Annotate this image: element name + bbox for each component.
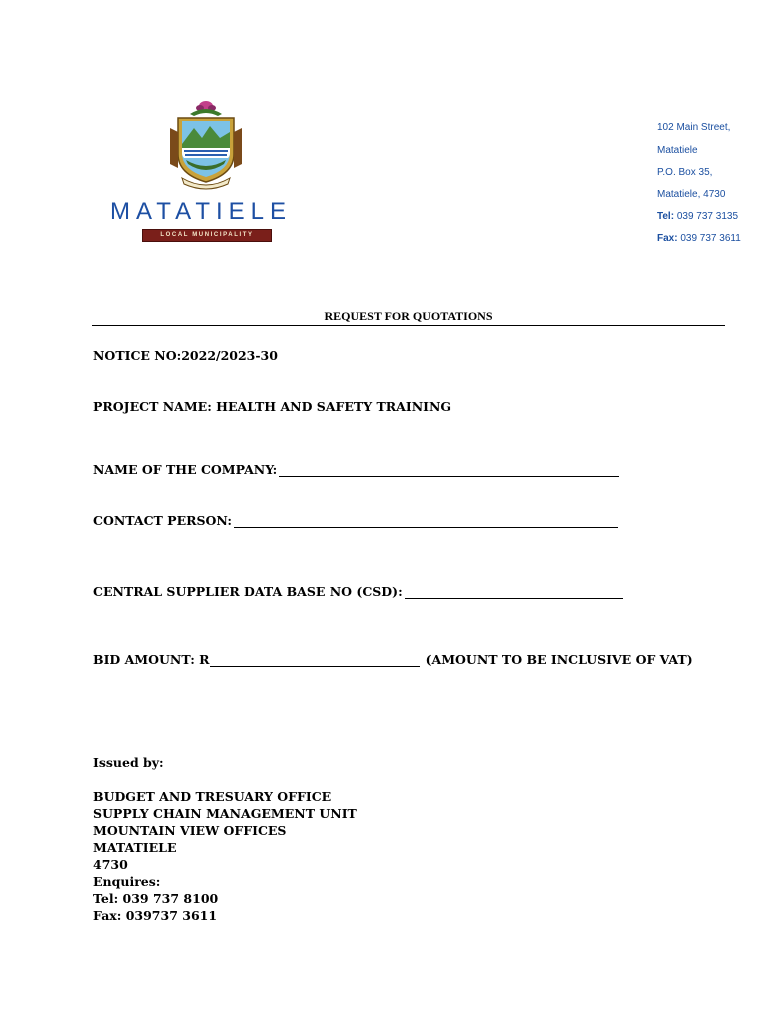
issued-line: Enquires:	[93, 874, 161, 889]
address-tel	[657, 211, 738, 222]
fax-number: 039 737 3611	[680, 233, 741, 244]
company-name-blank	[279, 464, 619, 477]
municipality-crest-logo	[168, 98, 244, 190]
address-po-box: P.O. Box 35,	[657, 167, 713, 178]
company-name-field	[93, 462, 619, 477]
contact-person-label: CONTACT PERSON:	[93, 513, 233, 528]
issued-line: Tel: 039 737 8100	[93, 891, 219, 906]
title-rule	[92, 309, 725, 326]
issued-line: SUPPLY CHAIN MANAGEMENT UNIT	[93, 806, 357, 821]
logo-banner: LOCAL MUNICIPALITY	[142, 229, 272, 242]
document-title: REQUEST FOR QUOTATIONS	[324, 309, 493, 323]
csd-number-blank	[405, 586, 623, 599]
address-fax	[657, 233, 741, 244]
bid-amount-field	[93, 652, 693, 667]
flower-emblem	[190, 101, 222, 116]
contact-person-blank	[234, 515, 618, 528]
csd-number-field	[93, 584, 623, 599]
fax-label: Fax:	[657, 233, 678, 244]
company-name-label: NAME OF THE COMPANY:	[93, 462, 278, 477]
logo-wordmark: MATATIELE	[110, 198, 293, 225]
issued-by-label: Issued by:	[93, 755, 164, 770]
tel-number: 039 737 3135	[676, 211, 738, 222]
issued-line: 4730	[93, 857, 128, 872]
issued-line: BUDGET AND TRESUARY OFFICE	[93, 789, 332, 804]
issued-line: MOUNTAIN VIEW OFFICES	[93, 823, 287, 838]
bid-amount-note: (AMOUNT TO BE INCLUSIVE OF VAT)	[425, 652, 693, 667]
project-name: PROJECT NAME: HEALTH AND SAFETY TRAINING	[93, 399, 452, 414]
notice-number: NOTICE NO:2022/2023-30	[93, 348, 278, 363]
address-town: Matatiele	[657, 145, 698, 156]
tel-label: Tel:	[657, 211, 675, 222]
bid-amount-label: BID AMOUNT: R	[93, 652, 210, 667]
bid-amount-blank	[210, 654, 420, 667]
address-street: 102 Main Street,	[657, 122, 731, 133]
contact-person-field	[93, 513, 618, 528]
address-postal: Matatiele, 4730	[657, 189, 726, 200]
csd-number-label: CENTRAL SUPPLIER DATA BASE NO (CSD):	[93, 584, 403, 599]
issued-line: Fax: 039737 3611	[93, 908, 218, 923]
issued-line: MATATIELE	[93, 840, 177, 855]
